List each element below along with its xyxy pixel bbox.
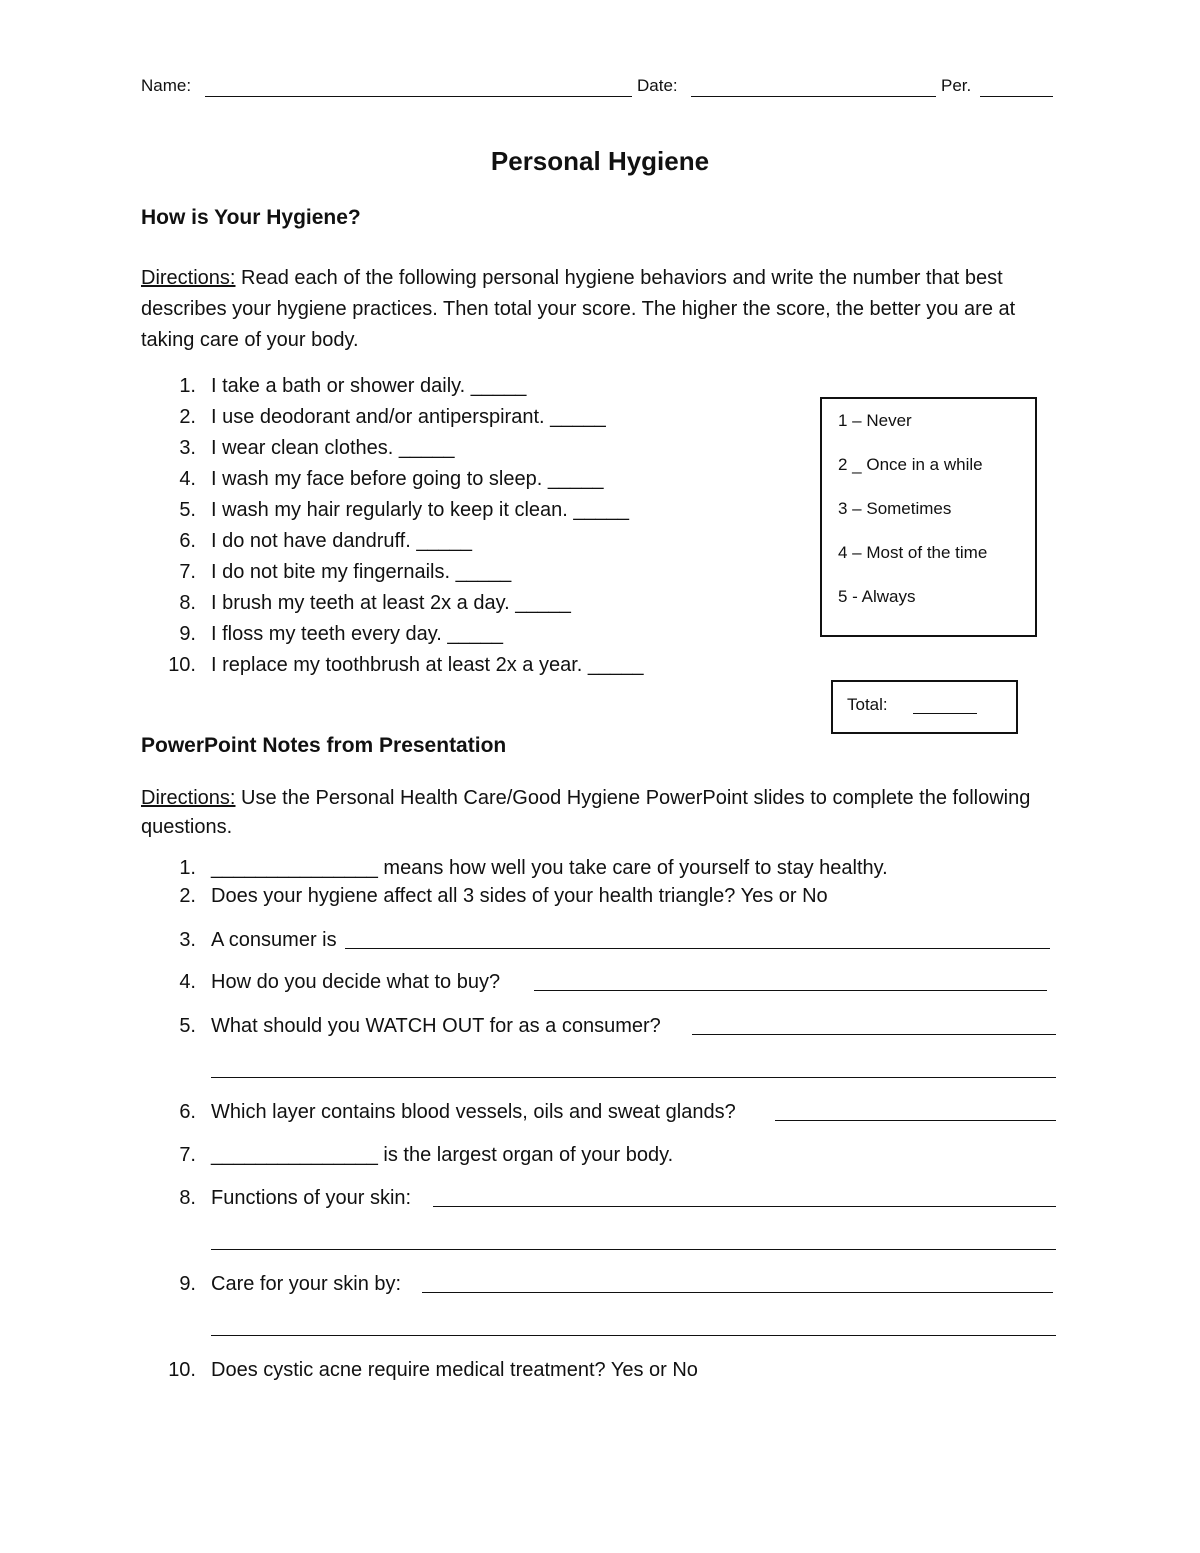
item-text: I use deodorant and/or antiperspirant. _____ (211, 406, 606, 428)
key-line-never: 1 – Never (838, 411, 912, 430)
name-label: Name: (141, 76, 192, 95)
total-label: Total: (847, 695, 888, 714)
item-text: I floss my teeth every day. _____ (211, 623, 504, 645)
answer-line[interactable] (775, 1120, 1056, 1121)
item-number: 1. (179, 375, 196, 397)
answer-line[interactable] (534, 990, 1047, 991)
page-title: Personal Hygiene (490, 146, 710, 176)
question-text: _______________ is the largest organ of your body. (211, 1144, 674, 1166)
item-number: 7. (179, 561, 196, 583)
item-number: 3. (179, 437, 196, 459)
key-line-most: 4 – Most of the time (838, 543, 988, 562)
question-number: 2. (179, 885, 196, 907)
answer-line[interactable] (433, 1206, 1056, 1207)
answer-line[interactable] (692, 1034, 1056, 1035)
directions-label: Directions: (141, 787, 236, 809)
answer-line[interactable] (345, 948, 1050, 949)
item-text: I wash my face before going to sleep. _____ (211, 468, 604, 490)
date-blank[interactable] (691, 96, 936, 97)
question-text: Which layer contains blood vessels, oils and sweat glands? (211, 1101, 736, 1123)
item-number: 6. (179, 530, 196, 552)
total-box (831, 680, 1018, 734)
item-text: I take a bath or shower daily. _____ (211, 375, 527, 397)
question-number: 10. (168, 1359, 196, 1381)
date-label: Date: (637, 76, 678, 95)
item-text: I wear clean clothes. _____ (211, 437, 455, 459)
answer-line[interactable] (422, 1292, 1053, 1293)
directions-paragraph-1 (141, 263, 1061, 356)
question-number: 4. (179, 971, 196, 993)
question-text: Care for your skin by: (211, 1273, 402, 1295)
answer-line[interactable] (211, 1249, 1056, 1250)
directions-text: Use the Personal Health Care/Good Hygiene PowerPoint slides to complete the following questions. (141, 787, 1031, 838)
answer-line[interactable] (211, 1335, 1056, 1336)
question-number: 8. (179, 1187, 196, 1209)
question-number: 6. (179, 1101, 196, 1123)
rating-key-box (820, 397, 1037, 637)
key-line-always: 5 - Always (838, 587, 916, 606)
key-line-sometimes: 3 – Sometimes (838, 499, 952, 518)
question-text: Functions of your skin: (211, 1187, 412, 1209)
name-blank[interactable] (205, 96, 632, 97)
item-number: 9. (179, 623, 196, 645)
question-text: A consumer is (211, 929, 337, 951)
section-heading-powerpoint: PowerPoint Notes from Presentation (141, 734, 507, 757)
answer-line[interactable] (211, 1077, 1056, 1078)
question-text: How do you decide what to buy? (211, 971, 501, 993)
directions-label: Directions: (141, 267, 236, 289)
key-line-once: 2 _ Once in a while (838, 455, 983, 474)
question-text: Does your hygiene affect all 3 sides of your health triangle? Yes or No (211, 885, 828, 907)
item-number: 5. (179, 499, 196, 521)
item-number: 8. (179, 592, 196, 614)
question-text: What should you WATCH OUT for as a consumer? (211, 1015, 661, 1037)
period-label: Per. (941, 76, 972, 95)
question-number: 1. (179, 857, 196, 879)
directions-text: Read each of the following personal hygiene behaviors and write the number that best describes your hygiene practices. Then total your score. The higher the score, the better you are at taking care of your body. (141, 267, 1016, 351)
question-number: 9. (179, 1273, 196, 1295)
directions-paragraph-2 (141, 784, 1061, 842)
item-text: I wash my hair regularly to keep it clean. _____ (211, 499, 629, 521)
item-text: I replace my toothbrush at least 2x a year. _____ (211, 654, 644, 676)
item-text: I do not bite my fingernails. _____ (211, 561, 512, 583)
item-number: 2. (179, 406, 196, 428)
question-text: _______________ means how well you take care of yourself to stay healthy. (211, 857, 888, 879)
question-number: 7. (179, 1144, 196, 1166)
question-number: 3. (179, 929, 196, 951)
question-text: Does cystic acne require medical treatment? Yes or No (211, 1359, 698, 1381)
item-text: I do not have dandruff. _____ (211, 530, 472, 552)
section-heading-hygiene: How is Your Hygiene? (141, 206, 361, 229)
total-blank[interactable] (913, 713, 977, 714)
item-number: 10. (168, 654, 196, 676)
item-number: 4. (179, 468, 196, 490)
item-text: I brush my teeth at least 2x a day. _____ (211, 592, 571, 614)
question-number: 5. (179, 1015, 196, 1037)
period-blank[interactable] (980, 96, 1053, 97)
